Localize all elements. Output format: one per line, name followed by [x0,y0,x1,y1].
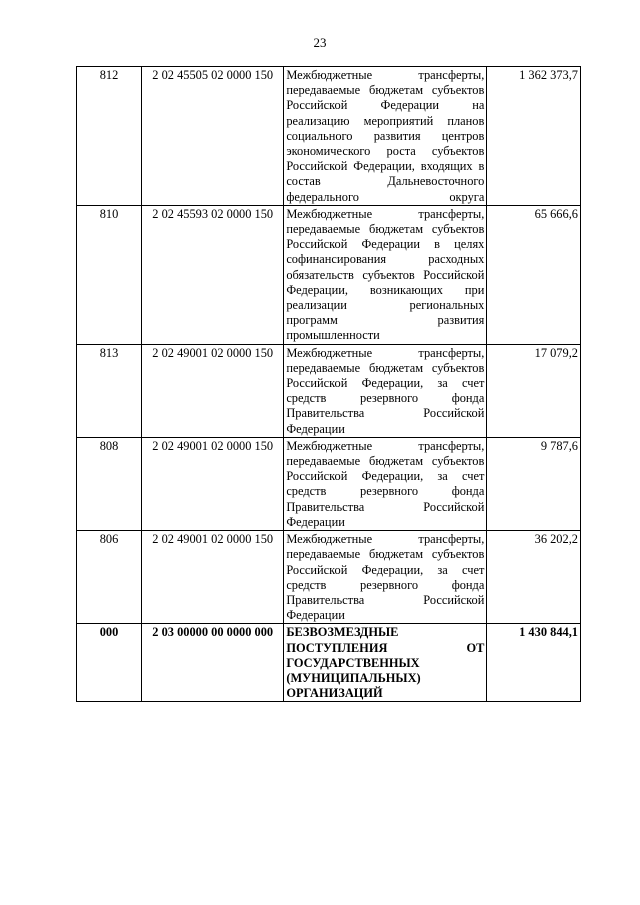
table-row [77,624,581,702]
revenue-name-line: передаваемые бюджетам субъектов [286,547,485,562]
revenue-name-line: программ развития [286,313,485,328]
revenue-name-line: Российской Федерации, за счет [286,562,485,577]
table-row [77,344,581,437]
revenue-name-line: ПОСТУПЛЕНИЯ ОТ [286,640,485,655]
revenue-name-line: Российской Федерации, входящих в [286,159,485,174]
revenue-name-cell [284,531,487,624]
amount-cell: 1 362 373,7 [487,67,581,206]
revenue-name-line: (МУНИЦИПАЛЬНЫХ) [286,670,421,685]
revenue-name-line: Правительства Российской [286,406,485,421]
page-number: 23 [313,35,327,50]
revenue-name-line: Федерации [286,608,345,623]
revenue-name-line: реализации региональных [286,298,485,313]
revenue-name-line: Федерации [286,514,345,529]
revenue-name-cell [284,205,487,344]
revenue-name-cell [284,624,487,702]
admin-code-cell: 000 [77,624,142,702]
revenue-name-line: передаваемые бюджетам субъектов [286,454,485,469]
revenue-name-line: состав Дальневосточного [286,174,485,189]
table-row [77,437,581,530]
revenue-name-line: промышленности [286,328,380,343]
revenue-name-line: социального развития центров [286,128,485,143]
revenue-name-line: Межбюджетные трансферты, [286,206,485,221]
amount-cell: 36 202,2 [487,531,581,624]
amount-cell: 17 079,2 [487,344,581,437]
revenue-name-line: средств резервного фонда [286,577,485,592]
revenue-name-line: обязательств субъектов Российской [286,267,485,282]
budget-code-cell: 2 02 49001 02 0000 150 [142,437,284,530]
table-row [77,205,581,344]
revenue-name-line: БЕЗВОЗМЕЗДНЫЕ [286,625,399,640]
revenue-name-cell [284,437,487,530]
budget-code-cell: 2 02 49001 02 0000 150 [142,531,284,624]
revenue-name-line: Межбюджетные трансферты, [286,532,485,547]
revenue-name-line: Российской Федерации на [286,98,485,113]
revenue-name-line: Федерации [286,421,345,436]
admin-code-cell: 808 [77,437,142,530]
revenue-name-line: Правительства Российской [286,592,485,607]
revenue-name-line: Правительства Российской [286,499,485,514]
revenue-name-cell [284,344,487,437]
admin-code-cell: 810 [77,205,142,344]
revenue-name-line: реализацию мероприятий планов [286,113,485,128]
table-body [77,67,581,702]
admin-code-cell: 812 [77,67,142,206]
revenue-name-line: Федерации, возникающих при [286,282,485,297]
admin-code-cell: 813 [77,344,142,437]
budget-code-cell: 2 02 45593 02 0000 150 [142,205,284,344]
table-row [77,67,581,206]
budget-code-cell: 2 02 49001 02 0000 150 [142,344,284,437]
revenue-name-line: ОРГАНИЗАЦИЙ [286,686,383,701]
revenue-name-line: Российской Федерации в целях [286,237,485,252]
amount-cell: 1 430 844,1 [487,624,581,702]
revenue-table [76,66,581,702]
amount-cell: 65 666,6 [487,205,581,344]
revenue-name-line: ГОСУДАРСТВЕННЫХ [286,655,420,670]
revenue-name-cell [284,67,487,206]
revenue-name-line: передаваемые бюджетам субъектов [286,83,485,98]
revenue-name-line: передаваемые бюджетам субъектов [286,222,485,237]
revenue-name-line: софинансирования расходных [286,252,485,267]
revenue-name-line: Российской Федерации, за счет [286,469,485,484]
admin-code-cell: 806 [77,531,142,624]
revenue-name-line: экономического роста субъектов [286,144,485,159]
revenue-name-line: Межбюджетные трансферты, [286,438,485,453]
budget-code-cell: 2 02 45505 02 0000 150 [142,67,284,206]
table-row [77,531,581,624]
revenue-name-line: средств резервного фонда [286,484,485,499]
revenue-name-line: федерального округа [286,189,485,204]
revenue-name-line: Межбюджетные трансферты, [286,68,485,82]
revenue-name-line: средств резервного фонда [286,391,485,406]
revenue-name-line: Межбюджетные трансферты, [286,345,485,360]
budget-code-cell: 2 03 00000 00 0000 000 [142,624,284,702]
revenue-name-line: передаваемые бюджетам субъектов [286,360,485,375]
revenue-name-line: Российской Федерации, за счет [286,376,485,391]
amount-cell: 9 787,6 [487,437,581,530]
